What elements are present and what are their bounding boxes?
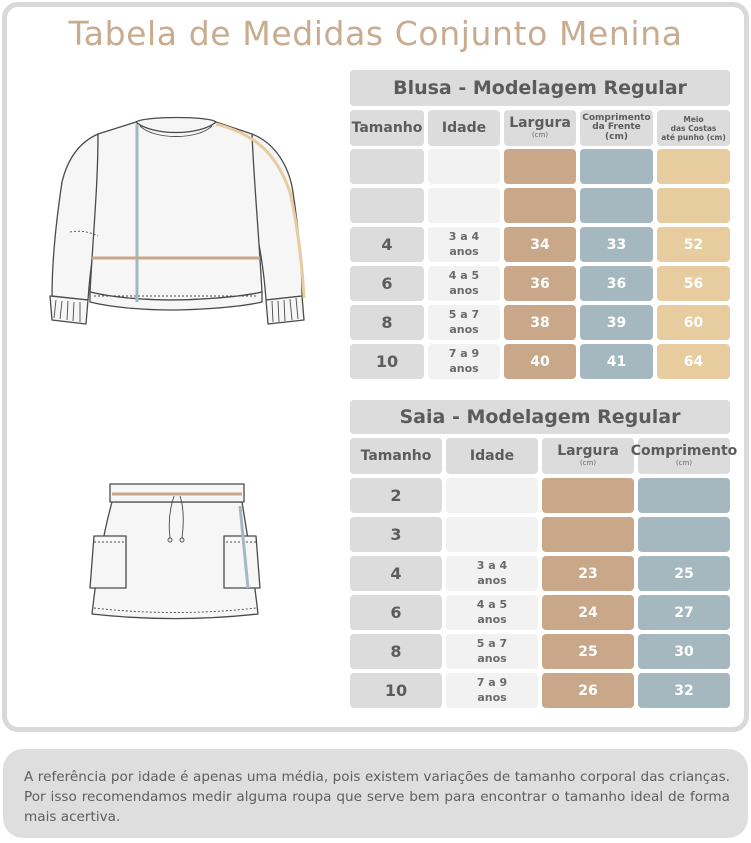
blusa-row-length-value: 36 — [606, 275, 627, 292]
blusa-header-back-line2: das Costas — [670, 123, 717, 133]
saia-row-width — [542, 478, 634, 513]
saia-row-length-value: 30 — [674, 643, 694, 660]
blusa-table-title: Blusa - Modelagem Regular — [350, 70, 730, 106]
blusa-row-width — [504, 188, 576, 223]
saia-header-length — [630, 438, 738, 474]
saia-row-length-value: 25 — [674, 565, 694, 582]
saia-row-width-value: 24 — [578, 604, 598, 621]
blusa-row-size-value: 10 — [375, 352, 399, 371]
saia-row-age-line1: 3 a 4 — [476, 559, 508, 573]
blusa-row-length-value: 41 — [606, 353, 627, 370]
saia-row-size — [350, 478, 442, 513]
blusa-row-age — [428, 227, 500, 262]
blusa-row-width-value: 38 — [530, 314, 550, 331]
saia-row-size — [350, 673, 442, 708]
saia-row-age — [446, 673, 538, 708]
blusa-row-length — [580, 149, 653, 184]
blusa-row-age-line2: anos — [449, 322, 479, 336]
blusa-row-size-value: 6 — [381, 274, 393, 293]
saia-row-width — [542, 517, 634, 552]
blusa-row-size — [350, 227, 424, 262]
saia-header-length-unit: (cm) — [675, 459, 693, 468]
blusa-row-age-line2: anos — [449, 283, 479, 297]
blusa-row-back — [657, 344, 730, 379]
blusa-row-width-value: 36 — [530, 275, 550, 292]
blusa-row-age — [428, 305, 500, 340]
saia-row-length — [638, 595, 730, 630]
saia-row-width — [542, 634, 634, 669]
saia-row-width-value: 23 — [578, 565, 598, 582]
blusa-row-age — [428, 149, 500, 184]
saia-row-age-line2: anos — [477, 651, 507, 665]
blusa-row-size-value: 4 — [381, 235, 393, 254]
saia-row-width-value: 26 — [578, 682, 598, 699]
saia-row-length-value: 27 — [674, 604, 694, 621]
saia-row-length-value: 32 — [674, 682, 694, 699]
blusa-row-width-value: 34 — [530, 236, 550, 253]
saia-row-age — [446, 478, 538, 513]
blusa-row-length-value: 33 — [606, 236, 627, 253]
saia-row-length — [638, 517, 730, 552]
sweatshirt-illustration — [40, 112, 320, 332]
blusa-row-age-line2: anos — [449, 244, 479, 258]
saia-row-width — [542, 673, 634, 708]
blusa-row-size — [350, 188, 424, 223]
saia-row-size-value: 3 — [390, 525, 402, 544]
blusa-row-width — [504, 305, 576, 340]
blusa-row-back — [657, 227, 730, 262]
blusa-row-length — [580, 266, 653, 301]
saia-header-age — [446, 438, 538, 474]
blusa-header-size-label: Tamanho — [351, 119, 423, 136]
blusa-row-age-line2: anos — [449, 361, 479, 375]
saia-row-width — [542, 556, 634, 591]
blusa-header-length — [580, 110, 653, 146]
saia-row-size — [350, 556, 442, 591]
saia-row-length — [638, 478, 730, 513]
blusa-row-back-value: 56 — [683, 275, 704, 292]
saia-row-age-line1: 4 a 5 — [476, 598, 508, 612]
saia-header-size — [350, 438, 442, 474]
blusa-row-back-value: 64 — [683, 353, 704, 370]
blusa-row-age-line1: 7 a 9 — [448, 347, 480, 361]
blusa-row-width — [504, 344, 576, 379]
blusa-row-length — [580, 305, 653, 340]
blusa-row-age-line1: 5 a 7 — [448, 308, 480, 322]
saia-row-age — [446, 595, 538, 630]
saia-row-age — [446, 517, 538, 552]
saia-row-size — [350, 595, 442, 630]
blusa-header-size — [350, 110, 424, 146]
blusa-row-size — [350, 344, 424, 379]
blusa-row-size — [350, 305, 424, 340]
saia-row-length — [638, 634, 730, 669]
saia-row-age-line2: anos — [477, 612, 507, 626]
saia-row-age-line1: 7 a 9 — [476, 676, 508, 690]
blusa-header-width-label: Largura — [509, 115, 571, 132]
blusa-row-back — [657, 266, 730, 301]
saia-row-size-value: 2 — [390, 486, 402, 505]
blusa-header-age-label: Idade — [441, 119, 487, 136]
saia-row-width — [542, 595, 634, 630]
saia-row-size-value: 10 — [384, 681, 408, 700]
note-text: A referência por idade é apenas uma média, pois existem variações de tamanho corporal das crianças. Por isso recomendamos medir alguma roupa que serve bem para encontrar o tamanho ideal de forma mais acertiva. — [24, 769, 730, 825]
blusa-row-width — [504, 227, 576, 262]
saia-row-size — [350, 517, 442, 552]
saia-row-age — [446, 556, 538, 591]
saia-header-length-label: Comprimento — [630, 443, 738, 460]
blusa-header-width — [504, 110, 576, 146]
saia-row-size-value: 6 — [390, 603, 402, 622]
blusa-row-width-value: 40 — [530, 353, 550, 370]
blusa-row-age — [428, 266, 500, 301]
saia-row-length — [638, 556, 730, 591]
saia-row-age-line2: anos — [477, 573, 507, 587]
saia-header-size-label: Tamanho — [360, 447, 432, 464]
saia-row-width-value: 25 — [578, 643, 598, 660]
blusa-row-length — [580, 227, 653, 262]
blusa-row-back — [657, 305, 730, 340]
saia-header-width-label: Largura — [557, 443, 619, 460]
saia-row-age-line1: 5 a 7 — [476, 637, 508, 651]
blusa-header-back-line3: até punho (cm) — [661, 132, 726, 142]
blusa-row-back — [657, 149, 730, 184]
blusa-row-age-line1: 3 a 4 — [448, 230, 480, 244]
blusa-row-length — [580, 344, 653, 379]
blusa-row-back-value: 60 — [683, 314, 704, 331]
saia-row-size-value: 8 — [390, 642, 402, 661]
saia-row-age-line2: anos — [477, 690, 507, 704]
blusa-row-size — [350, 266, 424, 301]
blusa-row-length-value: 39 — [606, 314, 627, 331]
blusa-row-size-value: 8 — [381, 313, 393, 332]
saia-row-size — [350, 634, 442, 669]
blusa-row-age — [428, 344, 500, 379]
blusa-row-age — [428, 188, 500, 223]
blusa-header-back — [657, 110, 730, 146]
saia-row-length — [638, 673, 730, 708]
blusa-row-back-value: 52 — [683, 236, 704, 253]
saia-table-title: Saia - Modelagem Regular — [350, 400, 730, 434]
saia-header-age-label: Idade — [469, 447, 515, 464]
saia-header-width-unit: (cm) — [579, 459, 597, 468]
saia-header-width — [542, 438, 634, 474]
blusa-row-width — [504, 266, 576, 301]
blusa-header-length-line2: da Frente (cm) — [592, 122, 641, 142]
blusa-row-age-line1: 4 a 5 — [448, 269, 480, 283]
skirt-illustration — [84, 478, 266, 626]
blusa-header-length-line1: Comprimento — [582, 112, 651, 123]
blusa-row-length — [580, 188, 653, 223]
blusa-header-age — [428, 110, 500, 146]
blusa-row-width — [504, 149, 576, 184]
blusa-header-back-line1: Meio — [683, 114, 704, 124]
blusa-header-width-unit: (cm) — [531, 131, 549, 140]
saia-row-size-value: 4 — [390, 564, 402, 583]
blusa-row-size — [350, 149, 424, 184]
saia-row-age — [446, 634, 538, 669]
blusa-row-back — [657, 188, 730, 223]
page-title: Tabela de Medidas Conjunto Menina — [68, 14, 683, 53]
